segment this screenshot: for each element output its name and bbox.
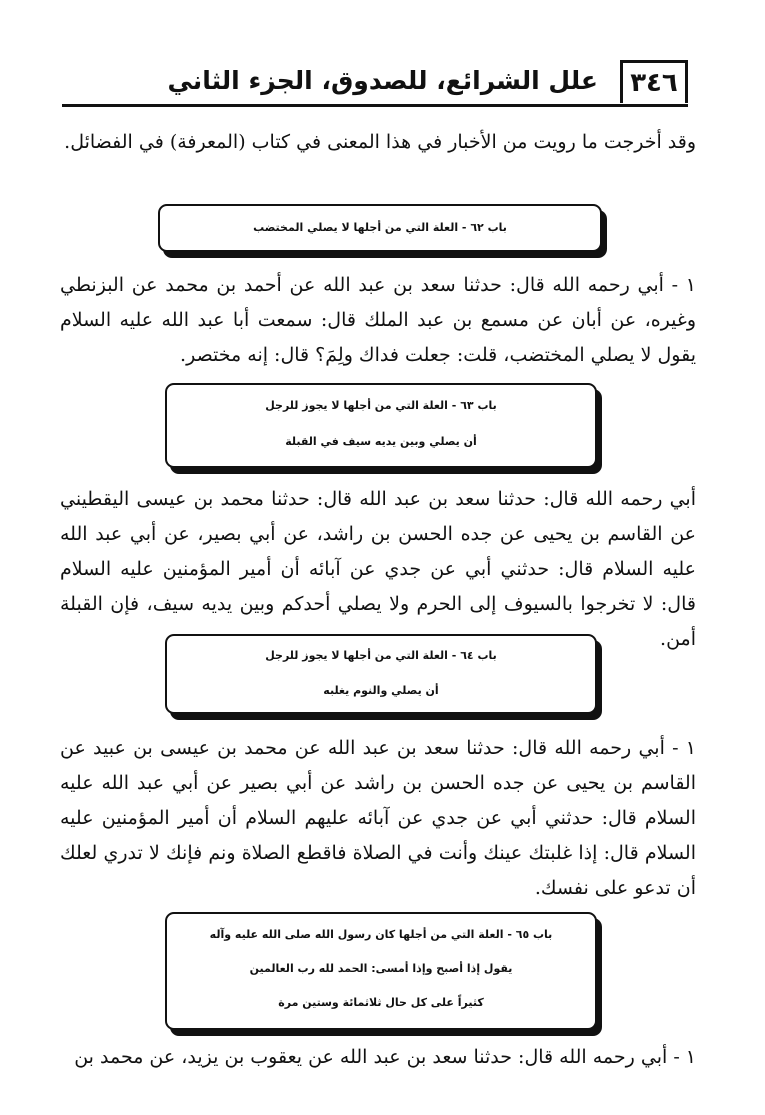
chapter-63-heading — [165, 383, 597, 468]
chapter-64-hadith: ١ - أبي رحمه الله قال: حدثنا سعد بن عبد الله عن محمد بن عيسى بن عبيد عن القاسم بن يحيى عن جده الحسن بن راشد عن أبي بصير عن أبي عبد الله عليه السلام قال: حدثني أبي عن جدي عن آبائه عليهم السلام أن أمير المؤمنين عليه السلام قال: إذا غلبتك عينك وأنت في الصلاة فاقطع الصلاة ونم فإنك لا تدري لعلك أن تدعو على نفسك. — [60, 737, 696, 899]
chapter-65-title-line-2: يقول إذا أصبح وإذا أمسى: الحمد لله رب العالمين — [249, 962, 513, 975]
chapter-62-heading — [158, 204, 602, 252]
chapter-65-title-line-3: كثيراً على كل حال ثلاثمائة وستين مرة — [278, 996, 484, 1009]
chapter-63-title-line-2: أن يصلي وبين يديه سيف في القبلة — [285, 435, 477, 448]
intro-paragraph: وقد أخرجت ما رويت من الأخبار في هذا المعنى في كتاب (المعرفة) في الفضائل. — [64, 131, 696, 153]
chapter-65-heading — [165, 912, 597, 1030]
book-title: علل الشرائع، للصدوق، الجزء الثاني — [167, 66, 598, 95]
chapter-65-title-line-1: باب ٦٥ - العلة التي من أجلها كان رسول الله صلى الله عليه وآله — [209, 928, 553, 941]
chapter-62-hadith: ١ - أبي رحمه الله قال: حدثنا سعد بن عبد الله عن أحمد بن محمد عن البزنطي وغيره، عن أبان عن مسمع بن عبد الملك قال: سمعت أبا عبد الله عليه السلام يقول لا يصلي المختضب، قلت: جعلت فداك ولِمَ؟ قال: إنه مختصر. — [60, 274, 696, 366]
chapter-63-hadith: أبي رحمه الله قال: حدثنا سعد بن عبد الله قال: حدثنا محمد بن عيسى اليقطيني عن القاسم بن يحيى عن جده الحسن بن راشد، عن أبي بصير، عن أبي عبد الله عليه السلام قال: حدثني أبي عن جدي عن آبائه أن أمير المؤمنين عليه السلام قال: لا تخرجوا بالسيوف إلى الحرم ولا يصلي أحدكم وبين يديه سيف، فإن القبلة أمن. — [60, 488, 696, 650]
chapter-64-title-line-2: أن يصلي والنوم يغلبه — [323, 684, 439, 697]
chapter-65-hadith: ١ - أبي رحمه الله قال: حدثنا سعد بن عبد الله عن يعقوب بن يزيد، عن محمد بن — [74, 1046, 696, 1068]
chapter-62-title: باب ٦٢ - العلة التي من أجلها لا يصلي المختضب — [253, 221, 507, 234]
chapter-63-title-line-1: باب ٦٣ - العلة التي من أجلها لا يجوز للرجل — [265, 399, 497, 412]
page-header — [62, 60, 688, 107]
chapter-64-heading — [165, 634, 597, 714]
page-number: ٣٤٦ — [620, 60, 688, 103]
chapter-64-title-line-1: باب ٦٤ - العلة التي من أجلها لا يجوز للرجل — [265, 649, 497, 662]
